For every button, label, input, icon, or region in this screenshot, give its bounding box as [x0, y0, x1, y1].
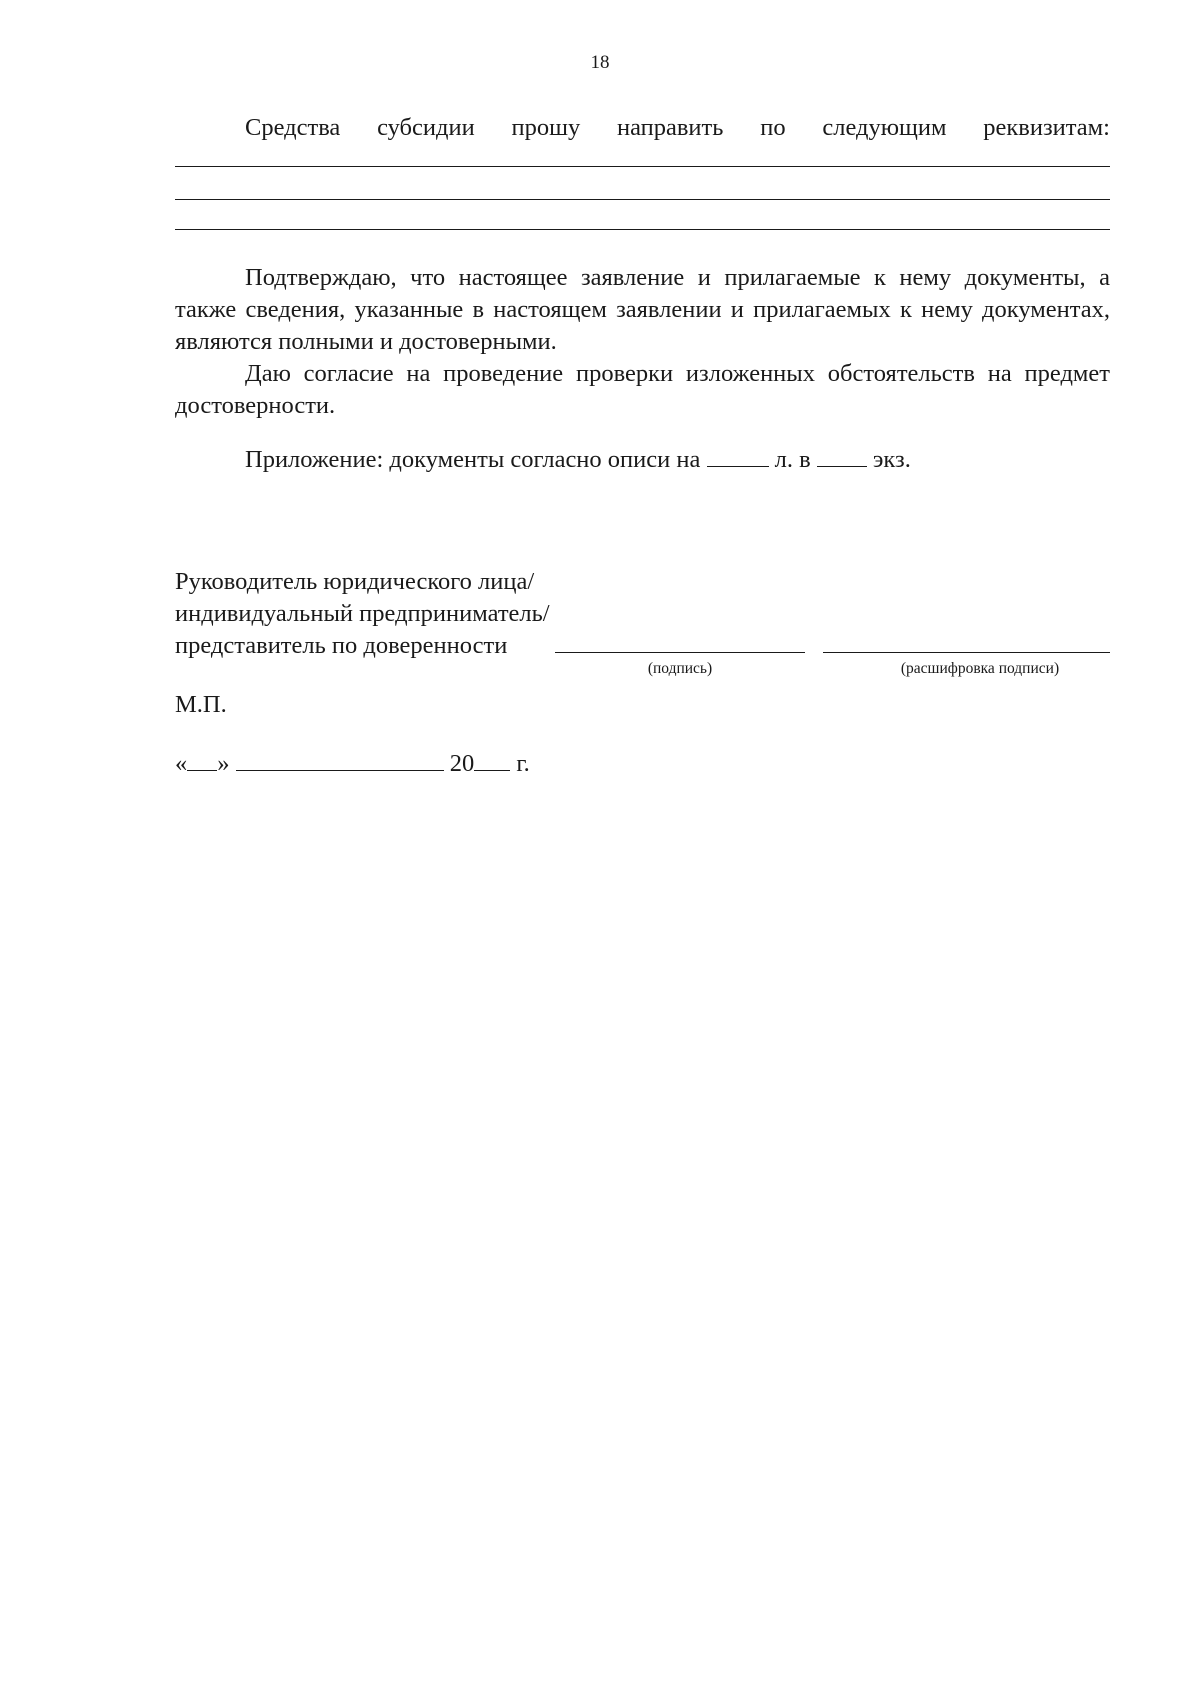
signer-line-3: представитель по доверенности [175, 632, 508, 659]
signer-line-1: Руководитель юридического лица/ [175, 568, 535, 595]
requisites-word: направить [616, 114, 724, 141]
seal-mark: М.П. [175, 691, 227, 718]
date-open-quote: « [175, 750, 188, 777]
page-number: 18 [590, 52, 610, 73]
signature-line[interactable] [555, 652, 805, 653]
signer-line-2: индивидуальный предприниматель/ [175, 600, 550, 627]
appendix-prefix: Приложение: документы согласно описи на [245, 446, 701, 473]
year-blank[interactable] [474, 748, 510, 771]
requisites-word: по [760, 114, 786, 141]
consent-paragraph: Даю согласие на проведение проверки изложенных обстоятельств на предмет достоверности. [175, 360, 1110, 419]
copies-count-blank[interactable] [817, 444, 867, 467]
day-blank[interactable] [187, 748, 217, 771]
requisites-fill-line-3[interactable] [175, 229, 1110, 230]
date-line [175, 748, 530, 780]
sheets-unit: л. в [774, 446, 811, 473]
requisites-word: реквизитам: [983, 114, 1110, 141]
month-blank[interactable] [236, 748, 444, 771]
signature-decryption-line[interactable] [823, 652, 1110, 653]
copies-unit: экз. [872, 446, 911, 473]
signer-label [175, 566, 550, 662]
signature-decryption-caption: (расшифровка подписи) [900, 660, 1060, 677]
date-close-quote: » [217, 750, 230, 777]
signature-caption: (подпись) [647, 660, 713, 677]
requisites-word: субсидии [377, 114, 475, 141]
requisites-fill-line-1[interactable] [175, 166, 1110, 167]
requisites-word: следующим [822, 114, 947, 141]
sheets-count-blank[interactable] [707, 444, 769, 467]
requisites-word: прошу [511, 114, 581, 141]
appendix-line [245, 444, 911, 476]
year-suffix: г. [516, 750, 530, 777]
requisites-request-line [245, 112, 1110, 144]
requisites-word: Средства [245, 114, 341, 141]
year-prefix: 20 [449, 750, 475, 777]
requisites-fill-line-2[interactable] [175, 199, 1110, 200]
confirmation-paragraph: Подтверждаю, что настоящее заявление и прилагаемые к нему документы, а также сведения, указанные в настоящем заявлении и прилагаемых к нему документах, являются полными и достоверными. [175, 264, 1110, 355]
